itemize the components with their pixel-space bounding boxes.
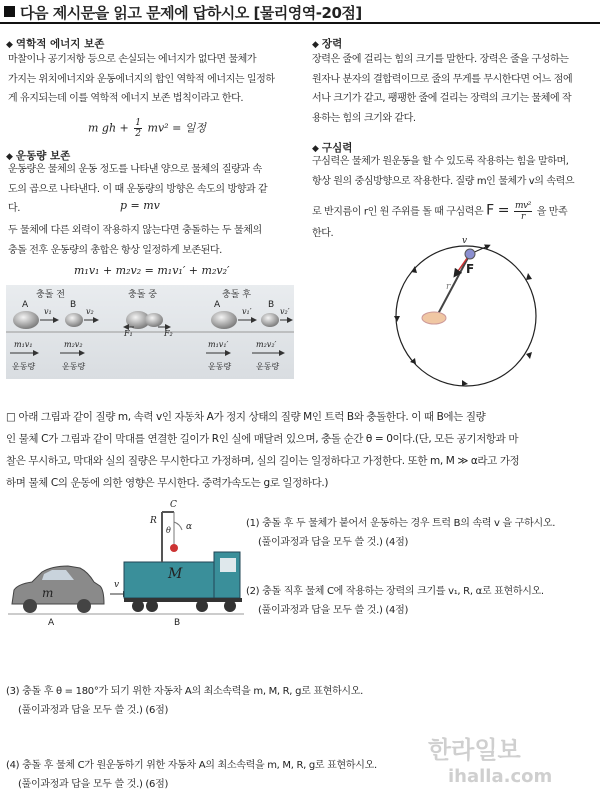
tension-text: 장력은 줄에 걸리는 힘의 크기를 말한다. 장력은 줄을 구성하는 원자나 분자의 결합력이므로 줄의 무게를 무시한다면 어느 점에 서나 크기가 같고, 팽팽한 줄에 걸리는 장력의 크기는 물체에 작 용하는 힘의 크기와 같다. bbox=[312, 54, 573, 124]
centripetal-line4: 한다. bbox=[312, 228, 334, 239]
label-b: B bbox=[174, 618, 181, 628]
label-momentum-2: 운동량 bbox=[62, 362, 86, 371]
car-wheel-rear bbox=[23, 599, 37, 613]
centripetal-text: 구심력은 물체가 원운동을 할 수 있도록 작용하는 힘을 말하며, 항상 원의 중심방향으로 작용한다. 질량 m인 물체가 v의 속력으 bbox=[312, 156, 575, 187]
truck-wheel-2 bbox=[146, 600, 158, 612]
label-truck-mass: M bbox=[168, 566, 183, 582]
ball-a-after bbox=[211, 311, 237, 329]
orbit-arrow-5 bbox=[394, 316, 400, 322]
car-wheel-front bbox=[77, 599, 91, 613]
centripetal-heading: ◆ 구심력 bbox=[312, 142, 353, 154]
orbit-arrow-6 bbox=[462, 380, 468, 386]
title-rule bbox=[0, 22, 600, 24]
momentum-conservation-text: 두 물체에 다른 외력이 작용하지 않는다면 충돌하는 두 물체의 충돌 전후 운동량의 총합은 항상 일정하게 보존된다. bbox=[8, 225, 262, 256]
hand bbox=[422, 312, 446, 324]
label-b-after: B bbox=[268, 300, 275, 310]
question-1: (1) 충돌 후 두 물체가 붙어서 운동하는 경우 트럭 B의 속력 v 을 구하시오. (풀이과정과 답을 모두 쓸 것.) (4점) bbox=[246, 518, 556, 548]
label-r-length: R bbox=[150, 516, 157, 526]
orbit-arrow-3 bbox=[526, 352, 532, 359]
orbit-arrow-2 bbox=[526, 273, 532, 280]
label-during: 충돌 중 bbox=[128, 290, 157, 300]
label-m2v2: m₂v₂ bbox=[64, 340, 83, 349]
question-3: (3) 충돌 후 θ = 180°가 되기 위한 자동차 A의 최소속력을 m, M, R, g로 표현하시오. (풀이과정과 답을 모두 쓸 것.) (6점) bbox=[6, 686, 364, 716]
page-title: 다음 제시문을 읽고 문제에 답하시오 [물리영역-20점] bbox=[4, 2, 362, 23]
label-c: C bbox=[170, 500, 177, 510]
problem-statement: □ 아래 그림과 같이 질량 m, 속력 v인 자동차 A가 정지 상태의 질량 M인 트럭 B와 충돌한다. 이 때 B에는 질량 인 물체 C가 그림과 같이 막대를 연결한 길이가 R인 실에 매달려 있으며, 충돌 순간 θ = 0이다.(단, 모든 공기저항과 마 찰은 무시하고, 막대와 실의 질량은 무시한다고 가정하며, 실의 길이는 일정하다고 가정한다. 또한 m, M ≫ α라고 가정 하며 물체 C의 운동에 의한 영향은 무시한다. 중력가속도는 g로 일정하다.) bbox=[6, 411, 520, 489]
question-2: (2) 충돌 직후 물체 C에 작용하는 장력의 크기를 v₁, R, α로 표현하시오. (풀이과정과 답을 모두 쓸 것.) (4점) bbox=[246, 586, 544, 616]
truck-wheel-1 bbox=[132, 600, 144, 612]
label-a-after: A bbox=[214, 300, 221, 310]
energy-heading: ◆ 역학적 에너지 보존 bbox=[6, 38, 105, 50]
label-momentum-1: 운동량 bbox=[12, 362, 36, 371]
truck-wheel-3 bbox=[196, 600, 208, 612]
ball-b-after bbox=[261, 313, 279, 327]
momentum-heading: ◆ 운동량 보존 bbox=[6, 150, 71, 162]
label-b-before: B bbox=[70, 300, 77, 310]
label-car-velocity: v bbox=[114, 580, 120, 590]
label-momentum-3: 운동량 bbox=[208, 362, 232, 371]
label-after: 충돌 후 bbox=[222, 290, 251, 300]
label-v: v bbox=[462, 236, 468, 246]
collision-diagram bbox=[6, 285, 294, 379]
momentum-formula: p = mv bbox=[120, 199, 160, 212]
label-r: r bbox=[446, 282, 451, 292]
label-m1v1: m₁v₁ bbox=[14, 340, 33, 349]
ball-b-before bbox=[65, 313, 83, 327]
energy-text: 마찰이나 공기저항 등으로 손실되는 에너지가 없다면 물체가 가지는 위치에너지와 운동에너지의 합인 역학적 에너지는 일정하 게 유지되는데 이를 역학적 에너지 보존 법칙이라고 한다. bbox=[8, 54, 275, 105]
label-f2: F₂ bbox=[164, 329, 173, 338]
question-4: (4) 충돌 후 물체 C가 원운동하기 위한 자동차 A의 최소속력을 m, M, R, g로 표현하시오. (풀이과정과 답을 모두 쓸 것.) (6점) bbox=[6, 760, 377, 790]
label-car-mass: m bbox=[42, 586, 54, 600]
label-alpha: α bbox=[186, 522, 193, 532]
watermark-name: 한라일보 bbox=[428, 736, 521, 764]
label-before: 충돌 전 bbox=[36, 290, 65, 300]
label-f1: F₁ bbox=[124, 329, 133, 338]
circular-motion-diagram bbox=[376, 236, 556, 390]
label-theta: θ bbox=[166, 526, 171, 535]
label-m1v1p: m₁v₁′ bbox=[208, 340, 229, 349]
momentum-conservation-formula: m₁v₁ + m₂v₂ = m₁v₁′ + m₂v₂′ bbox=[74, 264, 230, 277]
watermark-url: ihalla.com bbox=[448, 766, 553, 787]
centripetal-line3: 로 반지름이 r인 원 주위를 돌 때 구심력은 F = $\frac{\text{mv²}}{r}$ 을 만족 bbox=[312, 201, 568, 222]
label-a-before: A bbox=[22, 300, 29, 310]
ball-a-before bbox=[13, 311, 39, 329]
label-v1p: v₁′ bbox=[242, 307, 252, 316]
angle-arc bbox=[174, 522, 182, 530]
truck-cab-window bbox=[220, 558, 236, 572]
energy-formula: m gh + $\frac{1}{2}$ mv² = 일정 bbox=[88, 118, 207, 139]
label-a: A bbox=[48, 618, 55, 628]
label-F: F bbox=[466, 262, 475, 276]
label-m2v2p: m₂v₂′ bbox=[256, 340, 277, 349]
tension-heading: ◆ 장력 bbox=[312, 38, 343, 50]
object-c bbox=[170, 544, 178, 552]
label-v1: v₁ bbox=[44, 307, 52, 316]
orbiting-mass bbox=[465, 249, 475, 259]
label-v2: v₂ bbox=[86, 307, 94, 316]
momentum-text: 운동량은 물체의 운동 정도를 나타낸 양으로 물체의 질량과 속 도의 곱으로 나타낸다. 이 때 운동량의 방향은 속도의 방향과 같 다. bbox=[8, 164, 268, 215]
label-momentum-4: 운동량 bbox=[256, 362, 280, 371]
truck-wheel-4 bbox=[224, 600, 236, 612]
label-v2p: v₂′ bbox=[280, 307, 290, 316]
car-truck-figure bbox=[8, 500, 244, 632]
ball-b-during bbox=[145, 313, 163, 327]
